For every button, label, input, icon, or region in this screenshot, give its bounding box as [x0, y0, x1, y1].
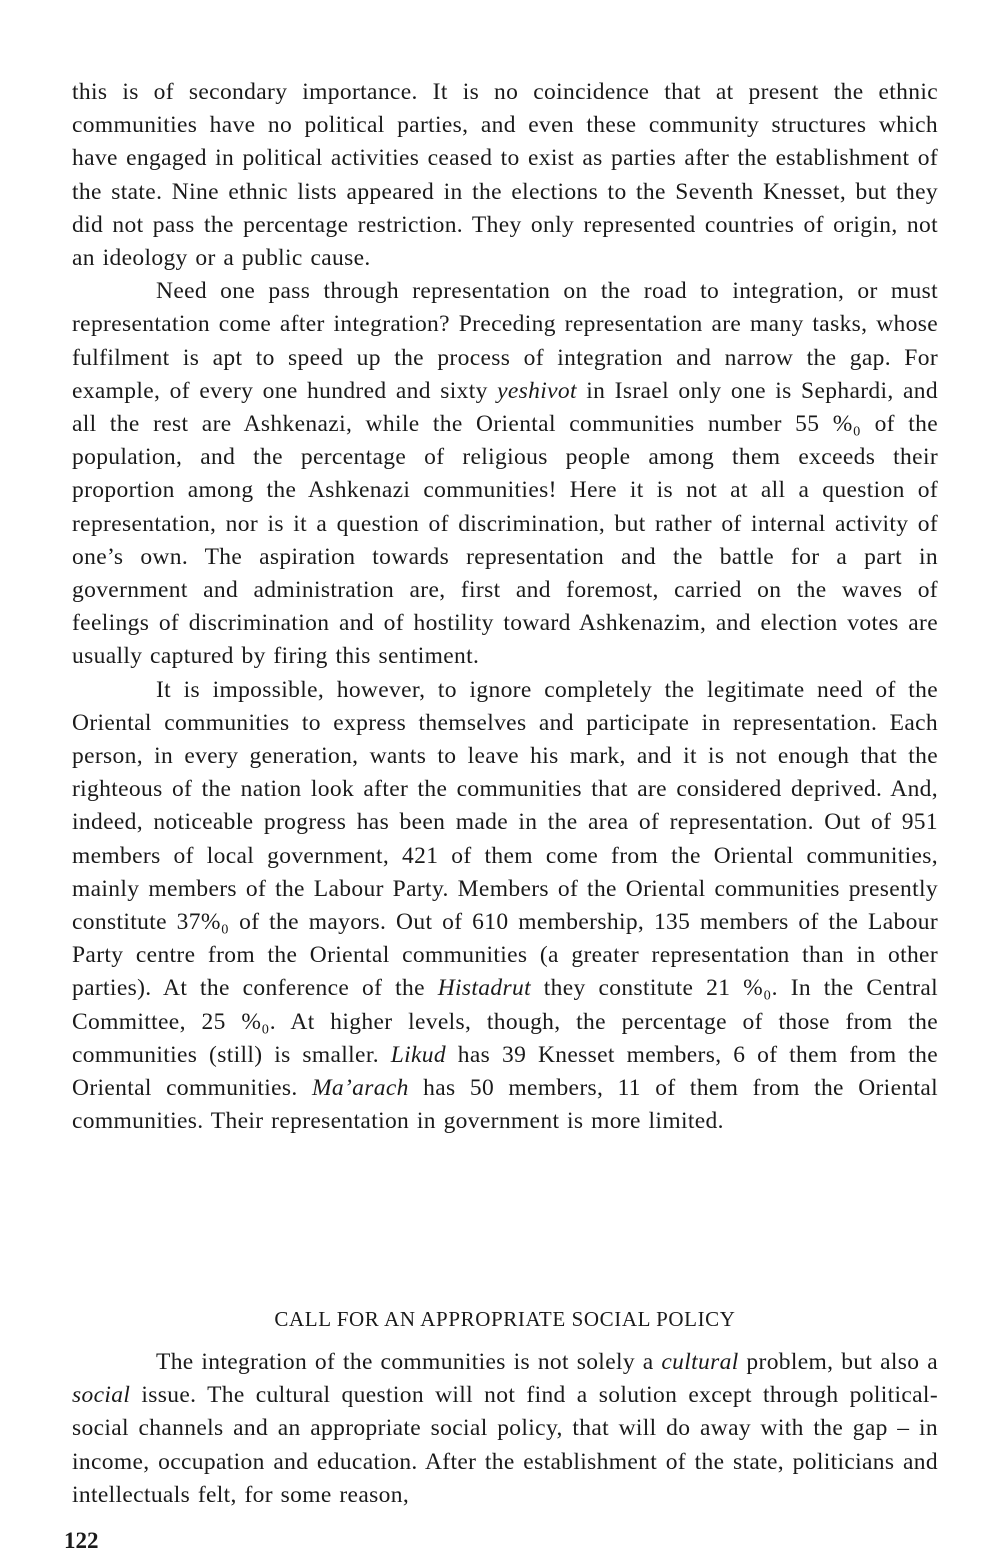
paragraph-3: It is impossible, however, to ignore completely the legitimate need of the Oriental communities to express themselves and participate in representation. Each person, in every generation, wants to leave his mark, and it is not enough that the righteous of the nation look after the communities that are considered deprived. And, indeed, noticeable progress has been made in the area of representation. Out of 951 members of local government, 421 of them come from the Oriental communities, mainly members of the Labour Party. Members of the Oriental communities presently constitute 37%₀ of the mayors. Out of 610 membership, 135 members of the Labour Party centre from the Oriental communities (a greater representation than in other parties). At the conference of the Histadrut they constitute 21 %₀. In the Central Committee, 25 %₀. At higher levels, though, the percentage of those from the communities (still) is smaller. Likud has 39 Knesset members, 6 of them from the Oriental communities. Ma’arach has 50 members, 11 of them from the Oriental communities. Their representation in government is more limited.: [72, 676, 939, 1135]
paragraph-1: this is of secondary importance. It is no coincidence that at present the ethnic communities have no political parties, and even these community structures which have engaged in political activities ceased to exist as parties after the establishment of the state. Nine ethnic lists appeared in the elections to the Seventh Knesset, but they did not pass the percentage restriction. They only represented countries of origin, not an ideology or a public cause.: [72, 79, 938, 272]
page-number: 122: [64, 1528, 99, 1553]
body-text-top: [72, 76, 938, 1139]
section-heading: CALL FOR AN APPROPRIATE SOCIAL POLICY: [274, 1307, 736, 1331]
paragraph-2: Need one pass through representation on the road to integration, or must representation come after integration? Preceding representation are many tasks, whose fulfilment is apt to speed up the process of integration and narrow the gap. For example, of every one hundred and sixty yeshivot in Israel only one is Sephardi, and all the rest are Ashkenazi, while the Oriental communities number 55 %₀ of the population, and the percentage of religious people among them exceeds their proportion among the Ashkenazi communities! Here it is not at all a question of representation, nor is it a question of discrimination, but rather of internal activity of one’s own. The aspiration towards representation and the battle for a part in government and administration are, first and foremost, carried on the waves of feelings of discrimination and of hostility toward Ashkenazim, and election votes are usually captured by firing this sentiment.: [72, 278, 938, 670]
body-text-bottom: [72, 1346, 938, 1512]
paragraph-4: The integration of the communities is not solely a cultural problem, but also a social issue. The cultural question will not find a solution except through political-social channels and an appropriate social policy, that will do away with the gap – in income, occupation and education. After the establishment of the state, politicians and intellectuals felt, for some reason,: [72, 1349, 938, 1508]
